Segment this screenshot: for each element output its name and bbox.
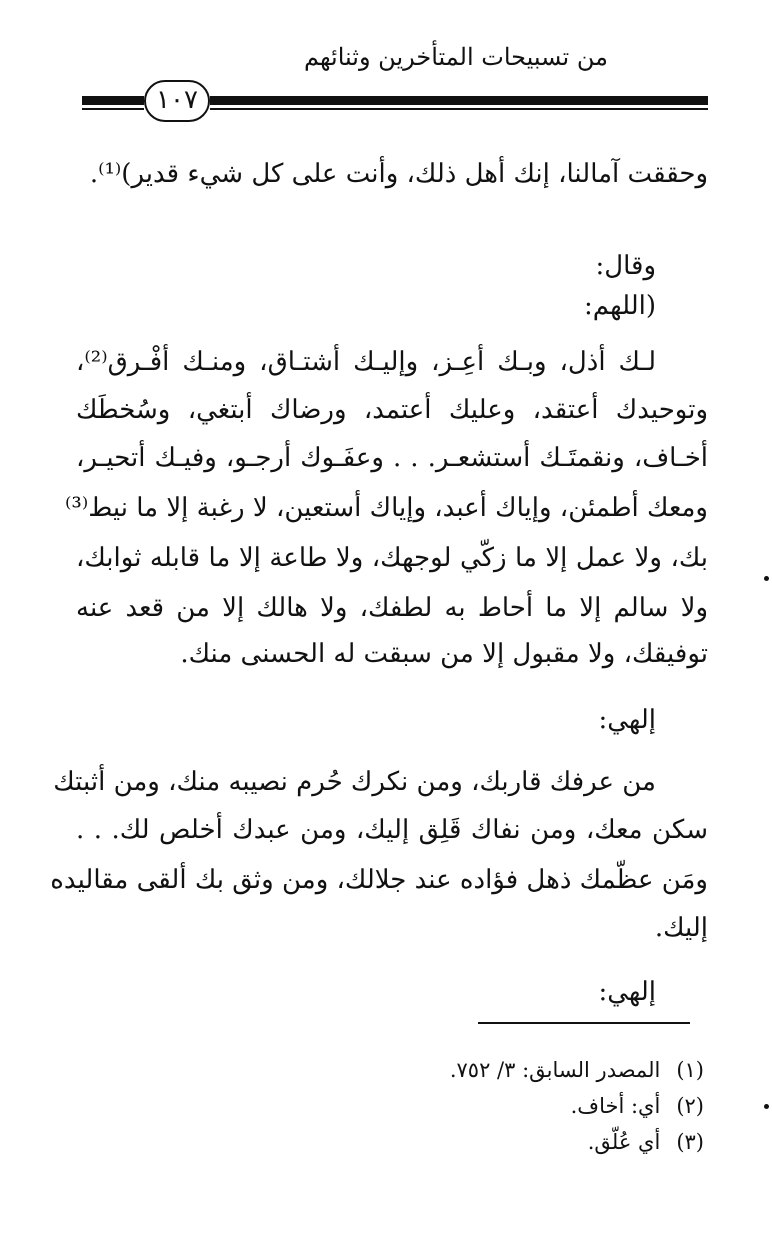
text-line: إلهي:	[598, 705, 656, 735]
text-line: وحققت آمالنا، إنك أهل ذلك، وأنت على كل شيء قدير)⁽¹⁾.	[89, 159, 708, 189]
footnote	[300, 1126, 704, 1158]
footnote-text: المصدر السابق: ٣/ ٧٥٢.	[449, 1058, 661, 1082]
text-line: بك، ولا عمل إلا ما زكّي لوجهك، ولا طاعة إلا ما قابله ثوابك،	[76, 543, 708, 573]
margin-speck	[764, 576, 769, 581]
margin-speck	[764, 1104, 769, 1109]
footnote-text: أي: أخاف.	[570, 1094, 661, 1118]
text-line: ومَن عظّمك ذهل فؤاده عند جلالك، ومن وثق بك ألقى مقاليده	[50, 865, 708, 895]
header-rule-right	[210, 96, 708, 105]
footnote-marker: (٣)	[676, 1130, 704, 1154]
footnote-marker: (١)	[676, 1058, 704, 1082]
footnote	[300, 1090, 704, 1122]
footnote-separator	[478, 1022, 690, 1024]
text-line: وتوحيدك أعتقد، وعليك أعتمد، ورضاك أبتغي، وسُخطَك	[76, 395, 708, 425]
text-line: توفيقك، ولا مقبول إلا من سبقت له الحسنى منك.	[180, 639, 708, 669]
text-line: لـك أذل، وبـك أعِـز، وإليـك أشتـاق، ومنـك أفْـرق⁽²⁾،	[76, 347, 656, 377]
text-line: ولا سالم إلا ما أحاط به لطفك، ولا هالك إلا من قعد عنه	[76, 593, 708, 623]
header-rule-left	[82, 96, 144, 105]
footnote	[300, 1054, 704, 1086]
text-line: إلهي:	[598, 977, 656, 1007]
text-line: إليك.	[654, 913, 708, 943]
text-line: (اللهم:	[584, 291, 656, 321]
footnote-marker: (٢)	[676, 1094, 704, 1118]
page-number: ١٠٧	[144, 80, 210, 122]
running-title: من تسبيحات المتأخرين وثنائهم	[304, 43, 608, 71]
footnote-text: أي عُلّق.	[587, 1130, 661, 1154]
text-line: وقال:	[595, 251, 656, 281]
text-line: من عرفك قاربك، ومن نكرك حُرم نصيبه منك، ومن أثبتك	[53, 767, 656, 797]
text-line: أخـاف، ونقمتَـك أستشعـر. . . وعفَـوك أرجـو، وفيـك أتحيـر،	[76, 443, 708, 473]
text-line: ومعك أطمئن، وإياك أعبد، وإياك أستعين، لا رغبة إلا ما نيط⁽³⁾	[65, 493, 708, 523]
text-line: سكن معك، ومن نفاك قَلِق إليك، ومن عبدك أخلص لك. . .	[76, 815, 708, 845]
